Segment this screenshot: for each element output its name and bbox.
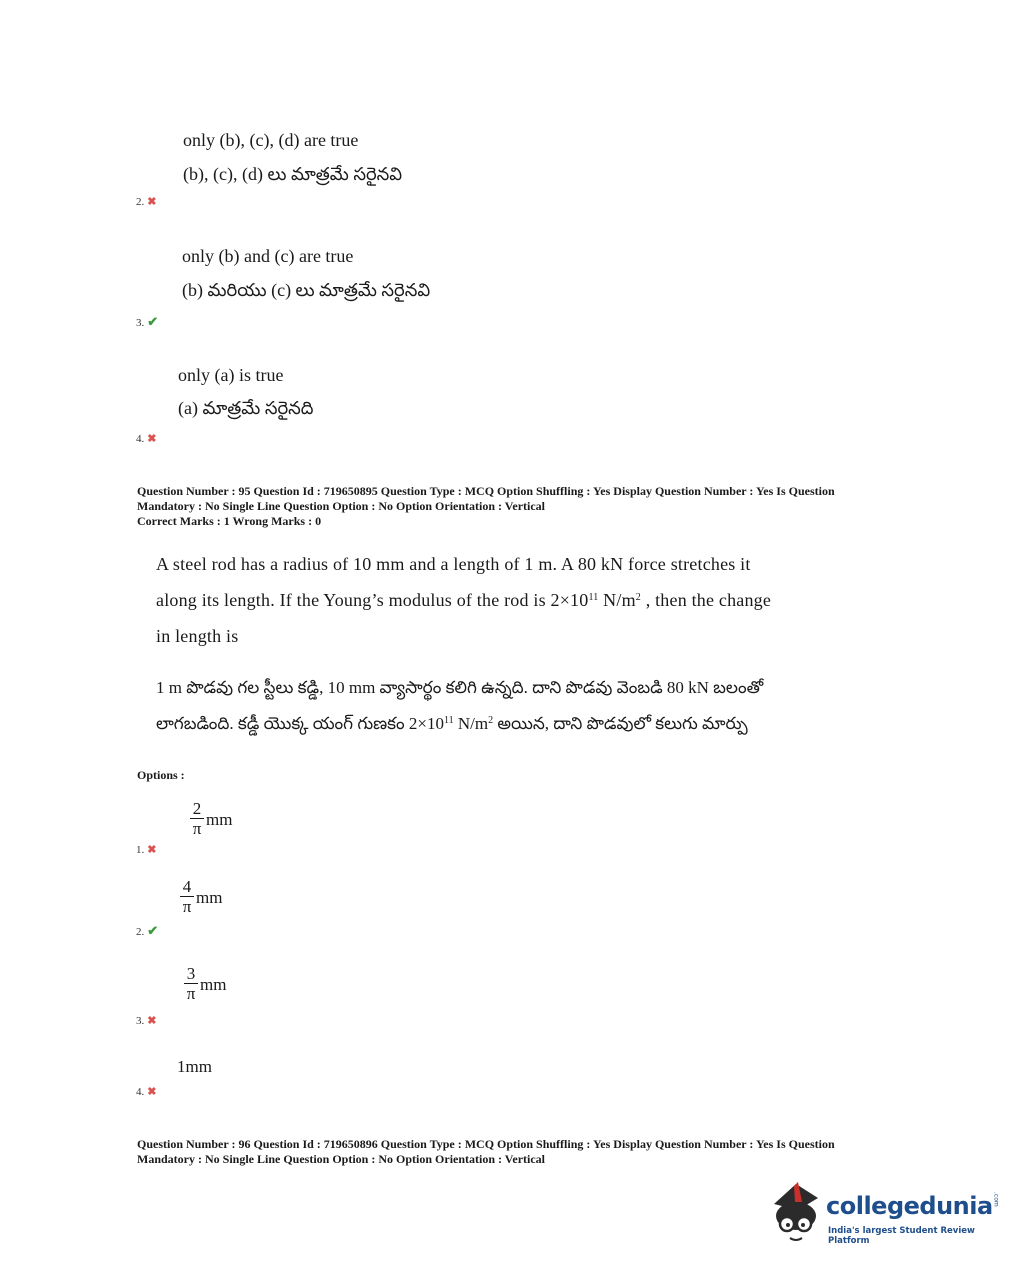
unit: mm (196, 887, 223, 907)
option-4-value: 1mm (177, 1057, 212, 1076)
option-1-marker: 1. ✖ (136, 844, 157, 856)
prev-option-4-en: only (a) is true (178, 365, 284, 385)
collegedunia-logo (768, 1180, 998, 1250)
wrong-icon: ✖ (147, 1086, 157, 1098)
question-line-2: along its length. If the Young’s modulus of the rod is $2\times 10^{11}$ $N/m^2$ , then the change (156, 590, 772, 610)
fraction-numerator: 2 (192, 799, 202, 818)
options-label: Options : (137, 768, 185, 782)
prev-option-3-te: (b) మరియు (c) లు మాత్రమే సరైనవి (182, 280, 431, 300)
fraction-denominator: π (192, 819, 202, 838)
question-95-meta (137, 484, 887, 529)
prev-option-4-marker (136, 429, 156, 447)
option-2-value (180, 878, 222, 917)
logo-suffix: .com (992, 1192, 1000, 1207)
fraction-denominator: π (186, 984, 196, 1003)
prev-option-2-en: only (b), (c), (d) are true (183, 130, 359, 150)
student-mascot-icon (768, 1180, 824, 1246)
option-1-value (190, 800, 232, 839)
meta-line-1: Question Number : 95 Question Id : 719650895 Question Type : MCQ Option Shuffling : Yes Display Question Number : Yes Is Question (137, 484, 835, 498)
meta-line-2: Mandatory : No Single Line Question Option : No Option Orientation : Vertical (137, 1152, 546, 1166)
option-3-value (184, 965, 226, 1004)
logo-tagline: India's largest Student Review Platform (828, 1226, 975, 1246)
option-4-marker: 4. ✖ (136, 1086, 157, 1098)
meta-line-1: Question Number : 96 Question Id : 719650896 Question Type : MCQ Option Shuffling : Yes Display Question Number : Yes Is Question (137, 1137, 835, 1151)
question-te-line-1: 1 m పొడవు గల స్టీలు కడ్డి, 10 mm వ్యాసార్థం కలిగి ఉన్నది. దాని పొడవు వెంబడి 80 kN బలంతో (156, 678, 764, 697)
option-2-marker: 2. ✔ (136, 923, 159, 938)
question-96-meta (137, 1137, 887, 1167)
meta-line-3: Correct Marks : 1 Wrong Marks : 0 (137, 514, 322, 528)
logo-name: collegedunia (826, 1192, 993, 1220)
meta-line-2: Mandatory : No Single Line Question Option : No Option Orientation : Vertical (137, 499, 546, 513)
unit: mm (200, 974, 227, 994)
prev-option-2-te: (b), (c), (d) లు మాత్రమే సరైనవి (183, 164, 403, 184)
wrong-icon: ✖ (147, 844, 157, 856)
wrong-icon: ✖ (147, 1015, 157, 1027)
question-te-line-2: లాగబడింది. కడ్డీ యొక్క యంగ్ గుణకం $2\times 10^{11}$ $N/m^2$ అయిన, దాని పొడవులో కలుగు మార్పు (156, 714, 748, 733)
prev-option-4-te: (a) మాత్రమే సరైనది (178, 398, 314, 418)
check-icon: ✔ (147, 923, 159, 938)
prev-option-3-en: only (b) and (c) are true (182, 246, 354, 266)
option-number: 2. (136, 196, 145, 208)
question-95-text-en (156, 546, 816, 654)
wrong-icon: ✖ (147, 433, 157, 445)
fraction-numerator: 3 (186, 964, 196, 983)
fraction-denominator: π (182, 897, 192, 916)
question-95-text-te (156, 670, 846, 742)
fraction-numerator: 4 (182, 877, 192, 896)
option-number: 4. (136, 433, 145, 445)
prev-option-2-marker (136, 192, 156, 210)
option-3-marker: 3. ✖ (136, 1015, 157, 1027)
question-line-1: A steel rod has a radius of 10 mm and a length of 1 m. A 80 kN force stretches it (156, 554, 751, 574)
logo-wordmark (826, 1192, 1000, 1220)
option-number: 3. (136, 317, 145, 329)
check-icon: ✔ (147, 314, 159, 329)
wrong-icon: ✖ (147, 196, 157, 208)
question-line-3: in length is (156, 626, 239, 646)
unit: mm (206, 809, 233, 829)
prev-option-3-marker (136, 313, 158, 331)
